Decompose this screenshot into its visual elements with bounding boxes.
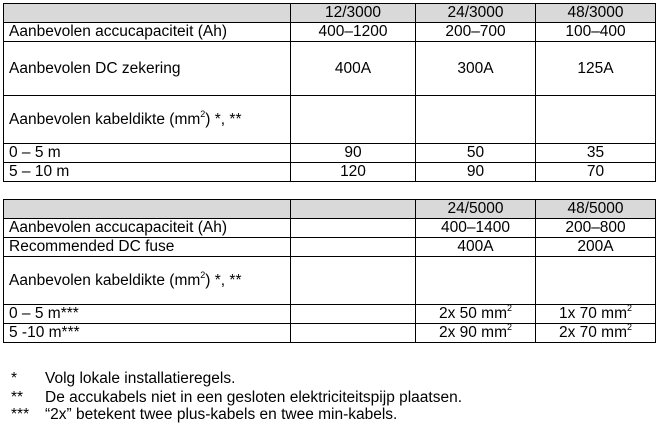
- table-cell: 35: [536, 144, 656, 163]
- table-row: [4, 219, 656, 238]
- table-cell: [291, 96, 416, 144]
- footnote: [11, 370, 235, 388]
- table-header-row: [4, 4, 656, 23]
- table-row: [4, 163, 656, 182]
- row-label: 5 – 10 m: [4, 163, 291, 182]
- table-row: [4, 238, 656, 257]
- footnote-text: De accukabels niet in een gesloten elektriciteitspijp plaatsen.: [45, 389, 463, 406]
- table-cell: 125A: [536, 42, 656, 96]
- empty-cell: [291, 238, 416, 257]
- table-cell: 400A: [416, 238, 536, 257]
- row-label: 0 – 5 m***: [4, 305, 291, 324]
- table-5000-models: [3, 199, 656, 343]
- header-12-3000: 12/3000: [291, 4, 416, 23]
- table-cell: 90: [291, 144, 416, 163]
- row-label: 0 – 5 m: [4, 144, 291, 163]
- table-cell: 1x 70 $mm^2$: [536, 305, 656, 324]
- table-cell: 200–800: [536, 219, 656, 238]
- footnote-text: Volg lokale installatieregels.: [45, 370, 236, 387]
- header-24-3000: 24/3000: [416, 4, 536, 23]
- table-row: [4, 305, 656, 324]
- empty-cell: [291, 305, 416, 324]
- table-cell: 100–400: [536, 23, 656, 42]
- row-label: Aanbevolen accucapaciteit (Ah): [4, 23, 291, 42]
- table-cell: [536, 96, 656, 144]
- header-24-5000: 24/5000: [416, 200, 536, 219]
- row-label: Recommended DC fuse: [4, 238, 291, 257]
- table-cell: [536, 257, 656, 305]
- table-row: [4, 257, 656, 305]
- table-cell: 400–1400: [416, 219, 536, 238]
- table-row: [4, 42, 656, 96]
- table-cell: 400A: [291, 42, 416, 96]
- table-cell: 2x 90 $mm^2$: [416, 324, 536, 343]
- table-cell: 400–1200: [291, 23, 416, 42]
- header-48-3000: 48/3000: [536, 4, 656, 23]
- table-row: [4, 96, 656, 144]
- table-header-row: [4, 200, 656, 219]
- row-label: Aanbevolen kabeldikte $(mm^2)$ *, **: [4, 257, 291, 305]
- footnote: [11, 389, 462, 407]
- footnote-text: “2x” betekent twee plus-kabels en twee min-kabels.: [45, 406, 398, 423]
- table-cell: 2x 50 $mm^2$: [416, 305, 536, 324]
- footnote-mark: ***: [11, 406, 30, 423]
- row-label: Aanbevolen accucapaciteit (Ah): [4, 219, 291, 238]
- table-cell: [416, 96, 536, 144]
- table-cell: 200–700: [416, 23, 536, 42]
- table-cell: 120: [291, 163, 416, 182]
- header-empty-cell: [291, 200, 416, 219]
- table-cell: 70: [536, 163, 656, 182]
- header-corner-cell: [4, 4, 291, 23]
- table-row: [4, 23, 656, 42]
- empty-cell: [291, 219, 416, 238]
- header-48-5000: 48/5000: [536, 200, 656, 219]
- table-row: [4, 324, 656, 343]
- footnote-mark: *: [11, 370, 18, 387]
- table-cell: 2x 70 $mm^2$: [536, 324, 656, 343]
- footnote: [11, 406, 397, 424]
- table-cell: 200A: [536, 238, 656, 257]
- header-corner-cell: [4, 200, 291, 219]
- table-cell: 50: [416, 144, 536, 163]
- row-label: 5 -10 m***: [4, 324, 291, 343]
- table-cell: 90: [416, 163, 536, 182]
- table-row: [4, 144, 656, 163]
- empty-cell: [291, 324, 416, 343]
- footnote-mark: **: [11, 389, 24, 406]
- table-3000-models: [3, 3, 656, 182]
- empty-cell: [291, 257, 416, 305]
- table-cell: [416, 257, 536, 305]
- row-label: Aanbevolen kabeldikte $(mm^2)$ *, **: [4, 96, 291, 144]
- table-cell: 300A: [416, 42, 536, 96]
- row-label: Aanbevolen DC zekering: [4, 42, 291, 96]
